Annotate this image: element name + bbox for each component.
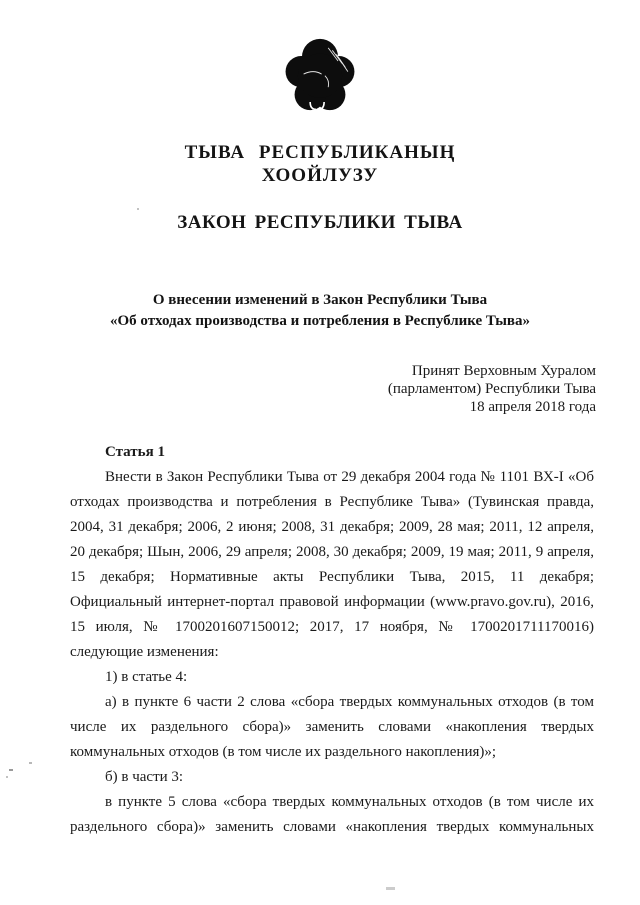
adoption-block: [0, 362, 596, 416]
document-title-line2: «Об отходах производства и потребления в Республике Тыва»: [109, 313, 531, 329]
item-1-paragraph: 1) в статье 4:: [105, 669, 188, 685]
adoption-line-date: 18 апреля 2018 года: [469, 399, 596, 415]
item-1b-paragraph: б) в части 3:: [105, 769, 184, 785]
scan-speck: [386, 887, 395, 890]
amendment-intro-paragraph: Внести в Закон Республики Тыва от 29 декабря 2004 года № 1101 ВХ-I «Об отходах производства и потребления в Республике Тыва» (Тувинская правда, 2004, 31 декабря; 2006, 2 июня; 2008, 31 декабря; 2009, 28 мая; 2011, 12 апреля, 20 декабря; Шын, 2006, 29 апреля; 2008, 30 декабря; 2009, 19 мая; 2011, 9 апреля, 15 декабря; Нормативные акты Республики Тыва, 2015, 11 декабря; Официальный интернет-портал правовой информации (www.pravo.gov.ru), 2016, 15 июля, № 1700201607150012; 2017, 17 ноября, № 1700201711170016) следующие изменения:: [70, 469, 594, 660]
document-title-line1: О внесении изменений в Закон Республики Тыва: [152, 292, 488, 308]
document-body: [70, 440, 594, 840]
scan-speck: [6, 776, 8, 778]
scan-speck: [29, 762, 32, 764]
tyva-coat-of-arms-icon: [279, 36, 361, 122]
item-1b-point5-paragraph: в пункте 5 слова «сбора твердых коммунальных отходов (в том числе их раздельного сбора)» заменить словами «накопления твердых коммунальных: [70, 794, 594, 835]
header-tuvan-name-line1: ТЫВА РЕСПУБЛИКАНЫҢ: [184, 142, 456, 163]
adoption-line-adopted-by: Принят Верховным Хуралом: [411, 363, 596, 379]
scan-speck: [137, 208, 139, 210]
adoption-line-parliament: (парламентом) Республики Тыва: [387, 381, 596, 397]
document-title: [0, 290, 640, 332]
article-1-heading: Статья 1: [105, 444, 165, 460]
item-1a-paragraph: а) в пункте 6 части 2 слова «сбора твердых коммунальных отходов (в том числе их раздельного сбора)» заменить словами «накопления твердых коммунальных отходов (в том числе их раздельного накопления)»;: [70, 694, 594, 760]
scan-speck: [9, 769, 13, 771]
header-tuvan-name-line2: ХООЙЛУЗУ: [261, 165, 379, 186]
header-russian-law-heading: ЗАКОН РЕСПУБЛИКИ ТЫВА: [177, 212, 463, 233]
emblem-container: [0, 0, 640, 127]
